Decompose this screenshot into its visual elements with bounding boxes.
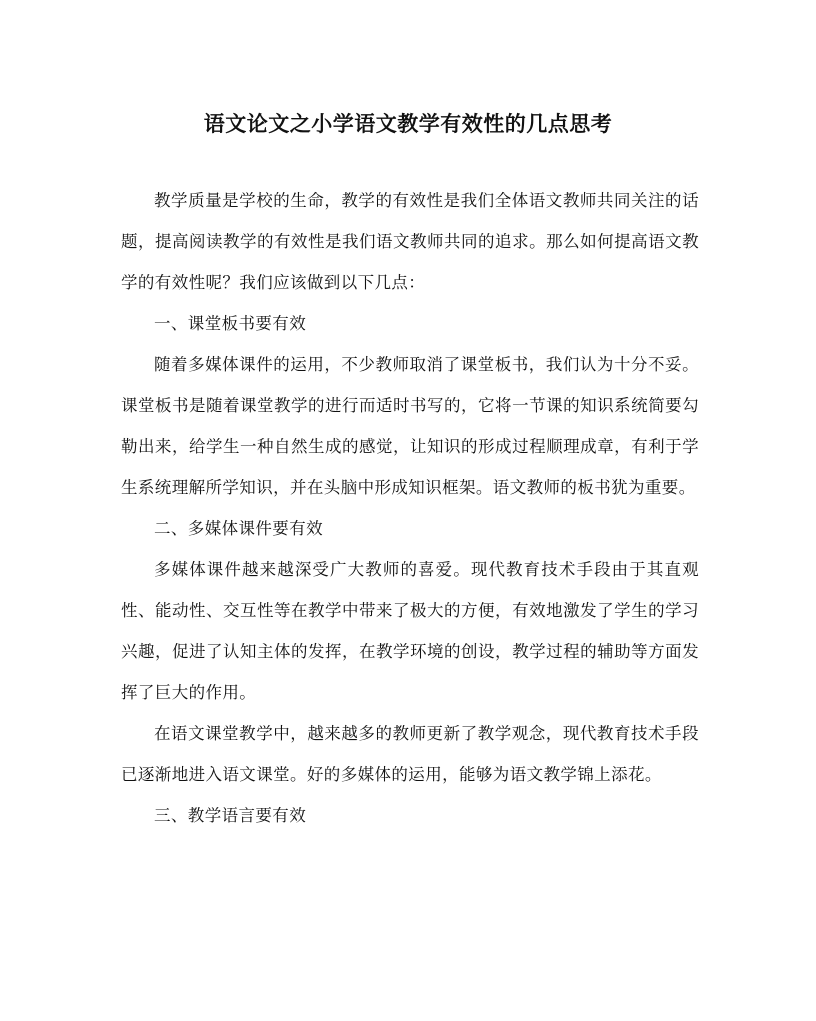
- document-title: 语文论文之小学语文教学有效性的几点思考: [203, 111, 613, 136]
- section-heading-2: 二、多媒体课件要有效: [154, 519, 323, 538]
- section-1-paragraph: 随着多媒体课件的运用，不少教师取消了课堂板书，我们认为十分不妥。课堂板书是随着课堂教学的进行而适时书写的，它将一节课的知识系统简要勾勒出来，给学生一种自然生成的感觉，让知识的形成过程顺理成章，有利于学生系统理解所学知识，并在头脑中形成知识框架。语文教师的板书犹为重要。: [121, 355, 699, 497]
- section-2-paragraph-2: 在语文课堂教学中，越来越多的教师更新了教学观念，现代教育技术手段已逐渐地进入语文课堂。好的多媒体的运用，能够为语文教学锦上添花。: [121, 724, 699, 784]
- section-heading-1: 一、课堂板书要有效: [154, 314, 307, 333]
- section-heading-3: 三、教学语言要有效: [154, 806, 307, 825]
- document-body: [121, 180, 699, 836]
- section-2-paragraph-1: 多媒体课件越来越深受广大教师的喜爱。现代教育技术手段由于其直观性、能动性、交互性等在教学中带来了极大的方便，有效地激发了学生的学习兴趣，促进了认知主体的发挥，在教学环境的创设，教学过程的辅助等方面发挥了巨大的作用。: [121, 560, 699, 702]
- intro-paragraph: 教学质量是学校的生命，教学的有效性是我们全体语文教师共同关注的话题，提高阅读教学的有效性是我们语文教师共同的追求。那么如何提高语文教学的有效性呢？我们应该做到以下几点：: [121, 191, 699, 292]
